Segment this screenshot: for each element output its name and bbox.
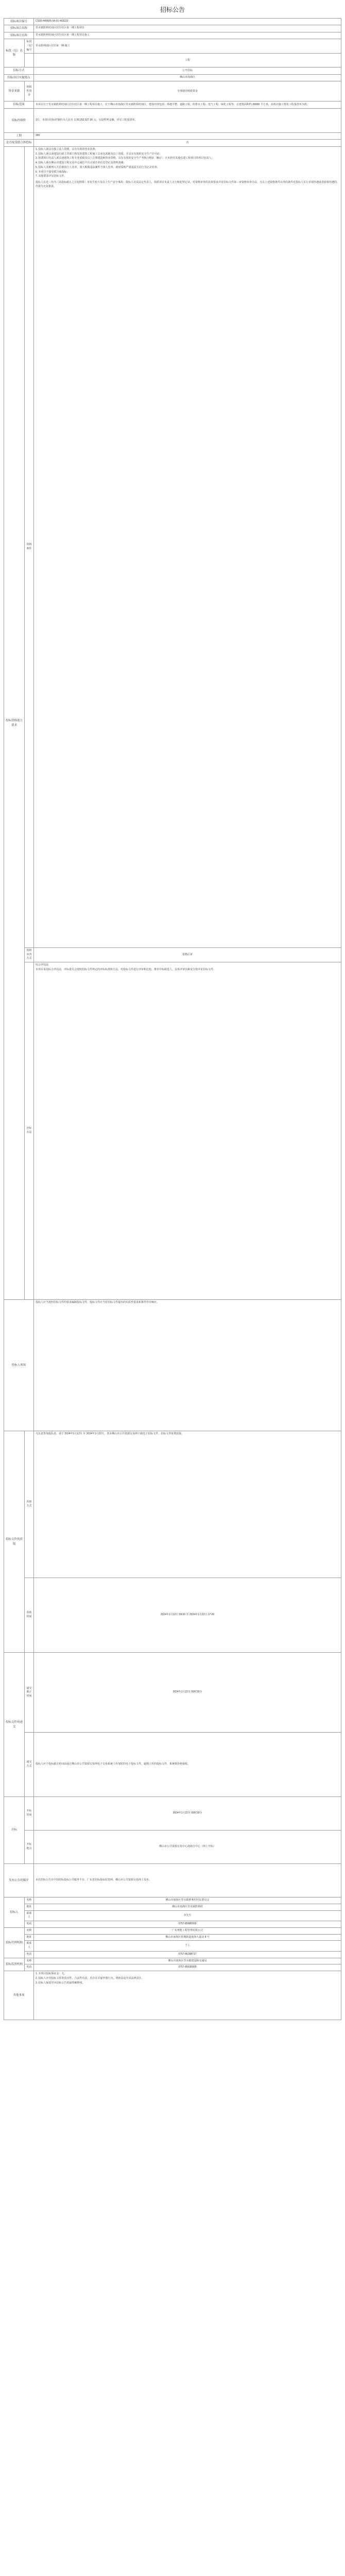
section-name-value: 工程 [34, 54, 341, 67]
exam-method-label: 资格审查方式 [25, 947, 34, 962]
tenderer-phone-label: 电话 [25, 1921, 34, 1928]
tenderer-name-label: 名称 [25, 1897, 34, 1904]
project-type-value: 公开招标 [34, 67, 341, 75]
row-agent-contact [4, 1941, 341, 1952]
supervise-name-label: 名称 [25, 1958, 34, 1964]
tenderer-phone-value: 0757-85680000 [34, 1921, 341, 1928]
scope-value: 本项目位于里水镇胜利村南区居住社区第一期工程项目施工，位于佛山市南海区里水镇胜利村南区，建设内容包括：场地平整、道路工程、给排水工程、电气工程、绿化工程等，总建筑面积约 28000 平方米，具体以施工图及工程量清单为准。 [34, 101, 341, 109]
duration-value: 365 [34, 132, 341, 140]
tenderer-addr-label: 地址 [25, 1904, 34, 1910]
bid-evaluation-label: 评标办法 [25, 962, 34, 1300]
submit-label: 投标文件的递交 [4, 1653, 25, 1797]
page-title: 招标公告 [160, 6, 185, 13]
supervise-name-value: 佛山市南海区里水镇建设和交通局 [34, 1958, 341, 1964]
supervise-phone-value: 0757-85630000 [34, 1964, 341, 1971]
row-submit-deadline [4, 1653, 341, 1733]
fund-label: 资金来源 [4, 81, 25, 101]
row-qualification [4, 146, 341, 947]
row-control-price [4, 108, 341, 132]
qualification-item: 7. 其他要求详见招标文件。 [36, 175, 67, 178]
row-media [4, 1864, 341, 1897]
row-fund [4, 81, 341, 101]
project-type-label: 招标方式 [4, 67, 34, 75]
fund-sub-label: 财政性资金 [25, 81, 34, 101]
row-location [4, 74, 341, 81]
row-project-no [4, 18, 341, 25]
bid-evaluation-value: 综合评估法 [36, 963, 49, 967]
agent-phone-label: 电话 [25, 1951, 34, 1958]
agent-name-label: 名称 [25, 1927, 34, 1934]
row-tenderer-phone [4, 1921, 341, 1928]
tenderer-contact-value: 李先生 [34, 1910, 341, 1921]
acquire-time-value: 2024年1月12日 09:00 至 2024年1月22日 17:00 [34, 1578, 341, 1653]
control-price-value: 1位，本项目招标控制价为人民币 ￥39,252,527.00 元；另设暂列金额，详见工程量清单。 [34, 108, 341, 132]
qualification-label: 投标资格能力要求 [4, 146, 25, 1299]
row-acquire-method [4, 1431, 341, 1578]
location-value: 佛山市南海区 [34, 74, 341, 81]
bid-project-value: 里水镇胜利村南区居住社区第一期工程项目施工 [34, 32, 341, 39]
duration-label: 工期 [4, 132, 34, 140]
scope-label: 招标范围 [4, 101, 34, 109]
agent-contact-label: 联系人 [25, 1941, 34, 1952]
row-tenderer-contact [4, 1910, 341, 1921]
row-acquire-time [4, 1578, 341, 1653]
qualification-item: 2. 投标人须具备建设行政主管部门核发的建筑工程施工总承包贰级及以上资质，并具有有效的安全生产许可证； [36, 152, 162, 156]
submit-method-label: 递交方式 [25, 1733, 34, 1797]
tenderer-contact-label: 联系人 [25, 1910, 34, 1921]
qualification-item: 4. 投标人须在佛山市建设工程交易中心诚信平台完成企业信息登记及资料备案； [36, 161, 126, 165]
row-duration [4, 132, 341, 140]
project-name-value: 里水镇胜利村南区居住社区第一期工程项目 [34, 25, 341, 32]
section-label: 标段（包）名称 [4, 39, 25, 67]
open-place-value: 佛山市公共资源交易中心南海分中心（网上开标） [34, 1831, 341, 1864]
agent-addr-label: 地址 [25, 1934, 34, 1941]
tenderer-label: 招标人 [4, 1897, 25, 1928]
row-bid-evaluation [4, 962, 341, 1300]
qualification-item: 3. 拟派项目负责人须具备建筑工程专业贰级及以上注册建造师执业资格，具有有效的安全生产考核合格证（B证），且未担任其他在建工程项目的项目负责人； [36, 157, 214, 160]
control-price-label: 招标控制价 [4, 108, 34, 132]
acquire-method-value: 凡有意参加投标者，请于 2024年1月12日 至 2024年1月22日，登录佛山市公共资源交易网下载电子招标文件，招标文件免费获取。 [34, 1431, 341, 1578]
notes-label: 其他事项 [4, 1971, 34, 2020]
open-label: 开标 [4, 1797, 25, 1864]
tender-notice-table [4, 18, 341, 2021]
note-item: 1. 本项目投标保证金：无。 [36, 1972, 67, 1976]
row-clarify [4, 1300, 341, 1431]
row-bid-project [4, 32, 341, 39]
qualification-sub-label: 资格条件 [25, 146, 34, 947]
row-exam-method [4, 947, 341, 962]
open-time-label: 开标时间 [25, 1797, 34, 1831]
tenderer-name-value: 佛山市南海区里水镇胜利村村民委员会 [34, 1897, 341, 1904]
consortium-value: 否 [34, 140, 341, 147]
row-scope [4, 101, 341, 109]
clarify-label: 投标人须知 [4, 1300, 34, 1431]
agent-name-value: 广东粤能工程管理有限公司 [34, 1927, 341, 1934]
row-supervise-phone [4, 1964, 341, 1971]
notes-cell [34, 1971, 341, 2020]
location-label: 招标项目实施地点 [4, 74, 34, 81]
project-name-label: 招标项目名称 [4, 25, 34, 32]
project-no-value: CS00-440605-04-01-403222 [34, 18, 341, 25]
row-project-type [4, 67, 341, 75]
media-label: 发布公告的媒介 [4, 1864, 34, 1897]
qualification-items-cell [34, 146, 341, 947]
consortium-label: 是否接受联合体投标 [4, 140, 34, 147]
acquire-time-label: 获取时间 [25, 1578, 34, 1653]
submit-deadline-value: 2024年1月22日 09时30分 [34, 1653, 341, 1733]
agent-contact-value: 王工 [34, 1941, 341, 1952]
row-section-name [4, 54, 341, 67]
section-no-label: 标段（包）编号 [25, 39, 34, 54]
row-consortium [4, 140, 341, 147]
fund-value: 全部使用财政资金 [34, 81, 341, 101]
agent-phone-value: 0757-86398717 [34, 1951, 341, 1958]
open-time-value: 2024年1月22日 09时30分 [34, 1797, 341, 1831]
qualification-item: 5. 投标人未被列入失信被执行人名单、重大税收违法案件当事人名单、政府采购严重违法失信行为记录名单； [36, 165, 160, 169]
row-section [4, 39, 341, 54]
qualification-item: 1. 投标人须具有独立法人资格，具有有效的营业执照； [36, 147, 98, 151]
qualification-note: 投标人在近三年内（从投标截止之日起倒算）未发生较大及以上生产安全事故；投标人及其法定代表人、拟派项目负责人无行贿犯罪记录。对资格审查的具体要求详见招标文件第三章资格审查办法。凡以上述资格条件以外的条件对投标人实行差别待遇或者歧视待遇的，均视为无效条款。 [36, 181, 340, 188]
bid-evaluation-cell [34, 962, 341, 1300]
tenderer-addr-value: 佛山市南海区里水镇胜利村 [34, 1904, 341, 1910]
submit-deadline-label: 递交截止时间 [25, 1653, 34, 1733]
media-value: 本次招标公告在中国招标投标公共服务平台、广东省招标投标监管网、佛山市公共资源交易网上发布。 [34, 1864, 341, 1897]
row-open-place [4, 1831, 341, 1864]
note-item: 2. 投标人应对投标文件的真实性、合法性负责，若存在弄虚作假行为，将依法追究其法律责任。 [36, 1976, 144, 1980]
qualification-item: 6. 本项目不接受联合体投标； [36, 170, 70, 174]
bid-project-label: 招标项目名称 [4, 32, 34, 39]
row-supervise-name [4, 1958, 341, 1964]
row-agent-name [4, 1927, 341, 1934]
row-open-time [4, 1797, 341, 1831]
clarify-value: 投标人应当按照招标文件的要求编制投标文件，投标文件应当对招标文件提出的实质性要求和条件作出响应。 [34, 1300, 341, 1431]
row-tenderer-name [4, 1897, 341, 1904]
notes-list [36, 1972, 339, 1985]
row-agent-addr [4, 1934, 341, 1941]
agent-label: 招标代理机构 [4, 1927, 25, 1958]
section-name-sub [25, 54, 34, 67]
open-place-label: 开标地点 [25, 1831, 34, 1864]
row-submit-method [4, 1733, 341, 1797]
acquire-method-label: 获取方式 [25, 1431, 34, 1578]
evaluation-text: 本项目采用综合评估法，评标委员会按照招标文件规定的评标标准和方法，对投标文件进行评审和比较，推荐中标候选人。具体评审因素及分值详见招标文件。 [36, 968, 216, 971]
row-notes [4, 1971, 341, 2020]
supervise-phone-label: 电话 [25, 1964, 34, 1971]
note-item: 3. 招标人保留对本招标公告的最终解释权。 [36, 1981, 85, 1985]
acquire-label: 招标文件的获取 [4, 1431, 25, 1653]
agent-addr-value: 佛山市南海区桂城街道南海大道北 8 号 [34, 1934, 341, 1941]
section-no-value: 里水胜利南区居住第一期-施工 [34, 39, 341, 54]
row-tenderer-addr [4, 1904, 341, 1910]
exam-method-value: 资格后审 [34, 947, 341, 962]
project-no-label: 招标项目编号 [4, 18, 34, 25]
submit-method-value: 投标人应于投标截止时间前通过佛山市公共资源交易网电子交易系统上传加密的电子投标文件。逾期上传的投标文件，系统将拒绝接收。 [34, 1733, 341, 1797]
row-project-name [4, 25, 341, 32]
qualification-list [36, 148, 339, 179]
row-agent-phone [4, 1951, 341, 1958]
supervise-label: 招标监督机构 [4, 1958, 25, 1971]
